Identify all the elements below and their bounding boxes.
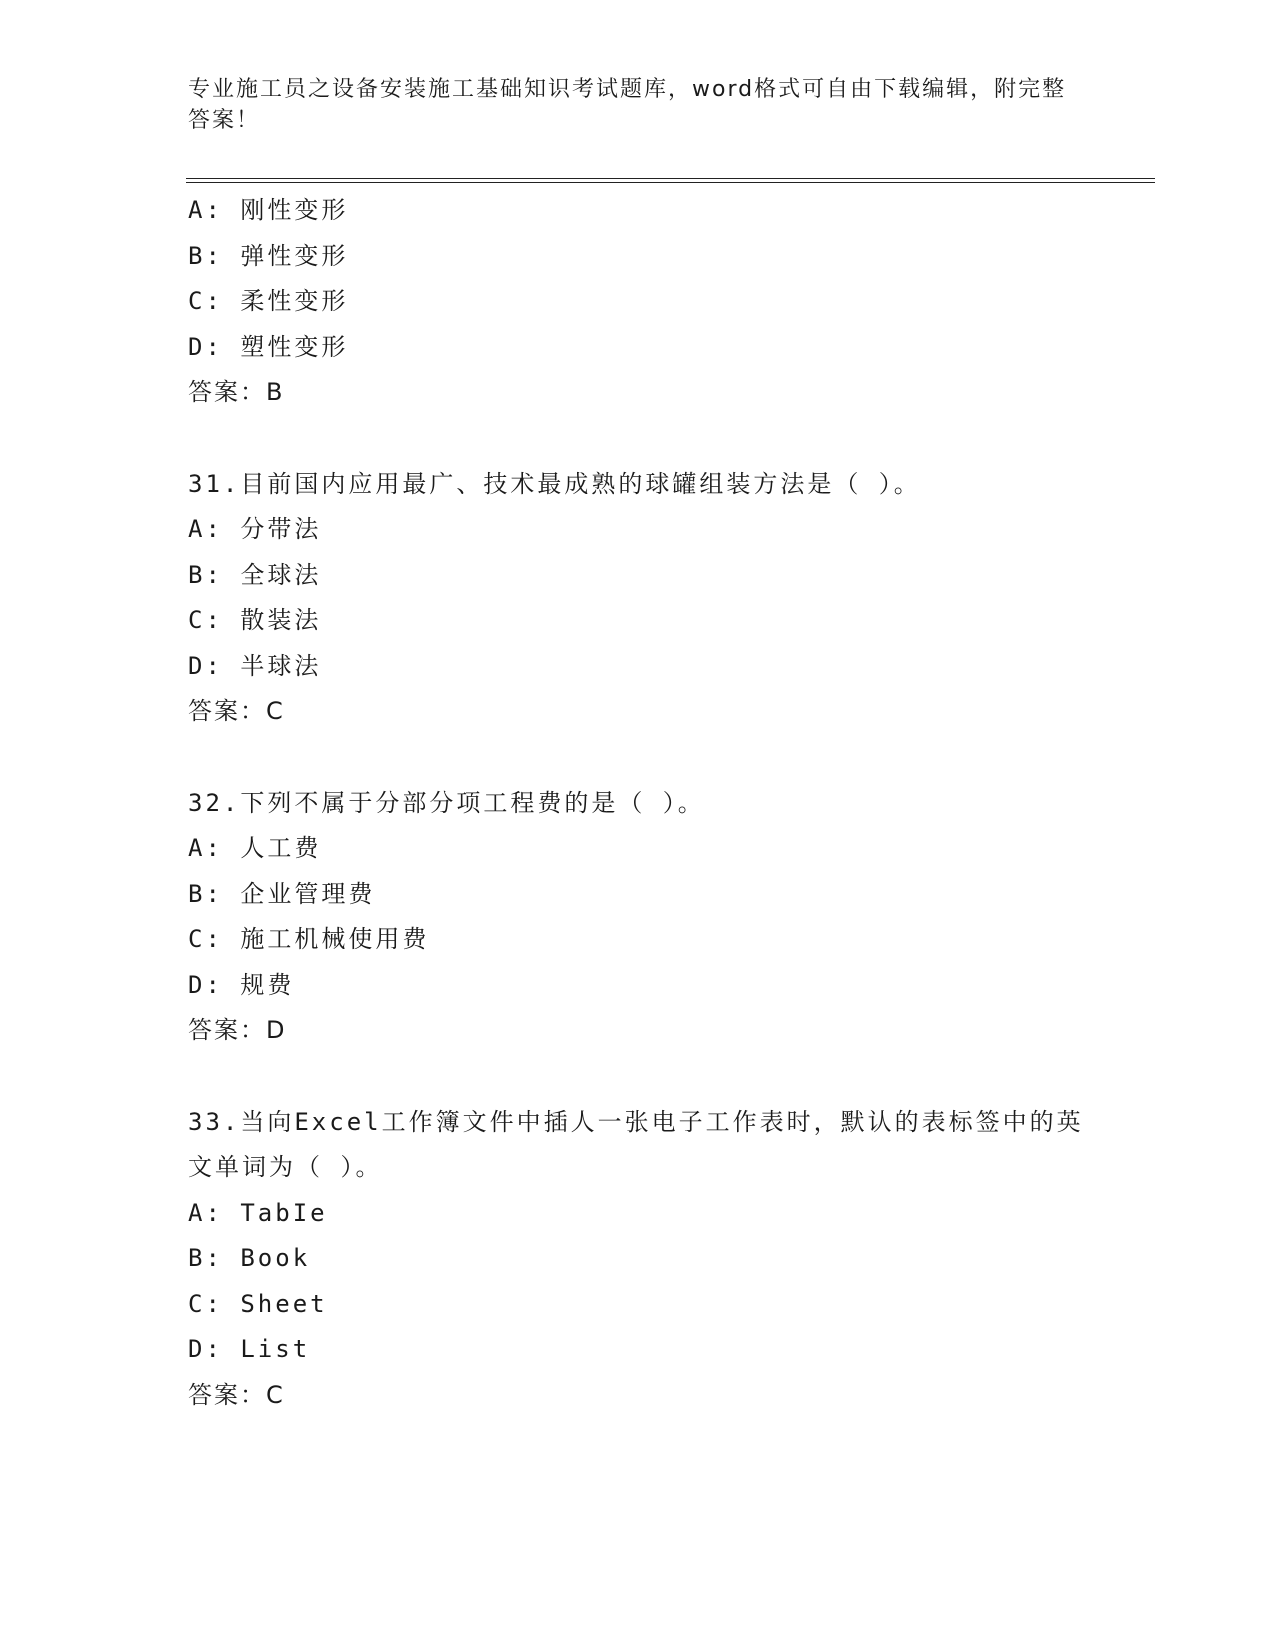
spacer — [188, 1054, 1108, 1100]
question-31-block — [188, 462, 1108, 735]
option-a: A: 刚性变形 — [188, 196, 349, 224]
option-d: D: List — [188, 1335, 311, 1363]
question-30-block — [188, 188, 1108, 416]
answer: 答案：C — [188, 697, 285, 725]
option-b: B: 全球法 — [188, 560, 322, 589]
option-b: B: 企业管理费 — [188, 879, 376, 908]
option-c: C: 柔性变形 — [188, 287, 349, 315]
question-list — [188, 188, 1108, 1418]
option-a: A: TabIe — [188, 1198, 328, 1227]
spacer — [188, 416, 1108, 462]
option-c: C: 散装法 — [188, 606, 322, 634]
spacer — [188, 735, 1108, 781]
option-a: A: 人工费 — [188, 834, 322, 862]
option-c: C: Sheet — [188, 1289, 328, 1318]
option-d: D: 规费 — [188, 970, 295, 999]
answer: 答案：C — [188, 1380, 285, 1409]
question-stem: 32.下列不属于分部分项工程费的是（ ）。 — [188, 788, 705, 817]
option-a: A: 分带法 — [188, 515, 322, 543]
answer: 答案：B — [188, 378, 285, 406]
question-32-block — [188, 781, 1108, 1054]
question-stem: 33.当向Excel工作簿文件中插人一张电子工作表时，默认的表标签中的英文单词为（ ）。 — [188, 1107, 1084, 1181]
option-b: B: 弹性变形 — [188, 241, 349, 270]
option-c: C: 施工机械使用费 — [188, 925, 430, 953]
document-header: 专业施工员之设备安装施工基础知识考试题库，word格式可自由下载编辑，附完整答案！ — [188, 77, 1067, 133]
option-b: B: Book — [188, 1244, 311, 1272]
option-d: D: 塑性变形 — [188, 332, 349, 361]
header-divider-bottom — [186, 182, 1155, 183]
question-stem: 31.目前国内应用最广、技术最成熟的球罐组装方法是（ ）。 — [188, 469, 921, 498]
header-divider-top — [186, 178, 1155, 179]
answer: 答案：D — [188, 1016, 287, 1044]
question-33-block — [188, 1100, 1108, 1419]
option-d: D: 半球法 — [188, 651, 322, 680]
